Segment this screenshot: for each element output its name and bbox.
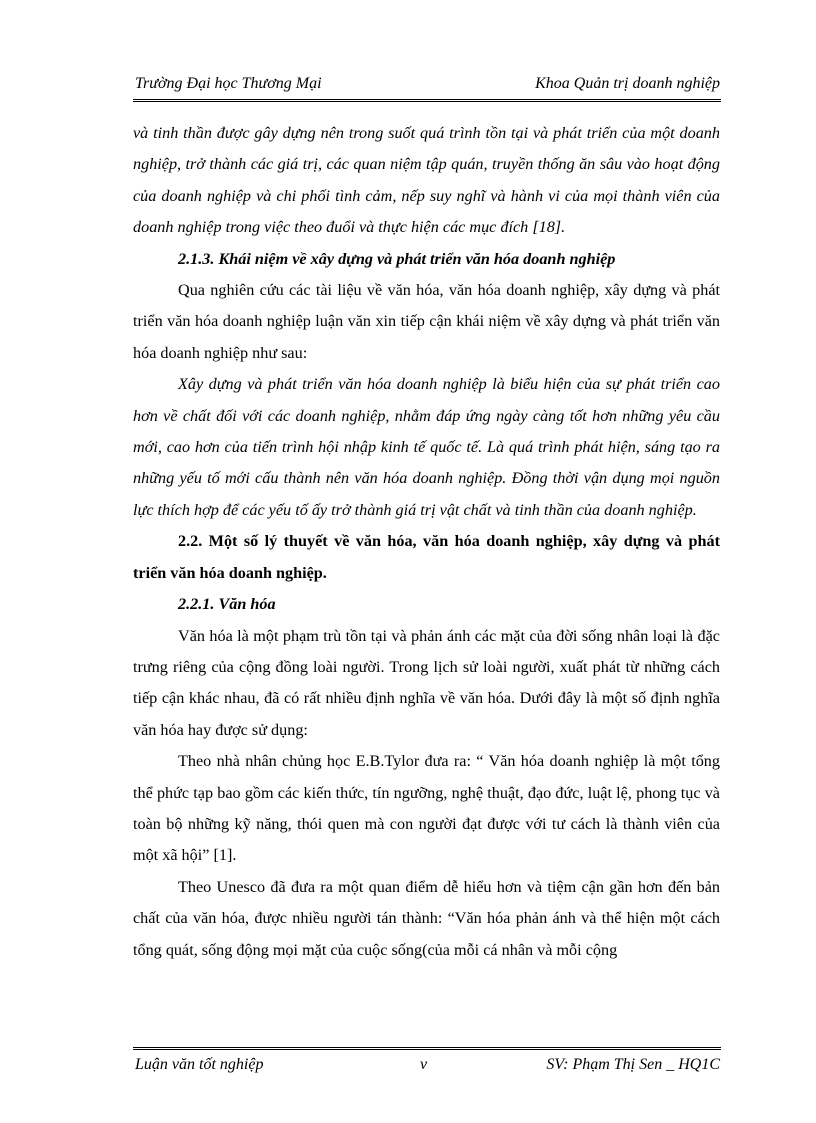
- paragraph-approach: Qua nghiên cứu các tài liệu về văn hóa, văn hóa doanh nghiệp, xây dựng và phát triển văn hóa doanh nghiệp luận văn xin tiếp cận khái niệm về xây dựng và phát triển văn hóa doanh nghiệp như sau:: [133, 281, 720, 362]
- heading-2-1-3: 2.1.3. Khái niệm về xây dựng và phát triển văn hóa doanh nghiệp: [178, 249, 616, 268]
- paragraph-definition: Xây dựng và phát triển văn hóa doanh nghiệp là biểu hiện của sự phát triển cao hơn về chất đối với các doanh nghiệp, nhằm đáp ứng ngày càng tốt hơn những yêu cầu mới, cao hơn của tiến trình hội nhập kinh tế quốc tế. Là quá trình phát hiện, sáng tạo ra những yếu tố mới cấu thành nên văn hóa doanh nghiệp. Đồng thời vận dụng mọi nguồn lực thích hợp để các yếu tố ấy trở thành giá trị vật chất và tinh thần của doanh nghiệp.: [133, 375, 720, 519]
- paragraph-continued: và tinh thần được gây dựng nên trong suốt quá trình tồn tại và phát triển của một doanh nghiệp, trở thành các giá trị, các quan niệm tập quán, truyền thống ăn sâu vào hoạt động của doanh nghiệp và chi phối tình cảm, nếp suy nghĩ và hành vi của mọi thành viên của doanh nghiệp trong việc theo đuổi và thực hiện các mục đích [18].: [133, 124, 720, 237]
- header-school: Trường Đại học Thương Mại: [135, 75, 322, 92]
- header-faculty: Khoa Quản trị doanh nghiệp: [535, 75, 720, 92]
- footer-title: Luận văn tốt nghiệp: [135, 1056, 264, 1073]
- paragraph-culture: Văn hóa là một phạm trù tồn tại và phản ánh các mặt của đời sống nhân loại là đặc trưng riêng của cộng đồng loài người. Trong lịch sử loài người, xuất phát từ những cách tiếp cận khác nhau, đã có rất nhiều định nghĩa về văn hóa. Dưới đây là một số định nghĩa văn hóa hay được sử dụng:: [133, 626, 720, 739]
- paragraph-unesco: Theo Unesco đã đưa ra một quan điểm dễ hiểu hơn và tiệm cận gần hơn đến bản chất của văn hóa, được nhiều người tán thành: “Văn hóa phản ánh và thể hiện một cách tổng quát, sống động mọi mặt của cuộc sống(của mỗi cá nhân và mỗi cộng: [133, 877, 720, 959]
- heading-2-2-1: 2.2.1. Văn hóa: [178, 595, 276, 614]
- page-header: [135, 74, 720, 94]
- footer-student: SV: Phạm Thị Sen _ HQ1C: [546, 1056, 720, 1073]
- header-rule: [133, 99, 721, 102]
- heading-2-2: 2.2. Một số lý thuyết về văn hóa, văn hóa doanh nghiệp, xây dựng và phát triển văn hóa doanh nghiệp.: [133, 532, 720, 582]
- page-number: v: [420, 1056, 428, 1073]
- paragraph-tylor: Theo nhà nhân chủng học E.B.Tylor đưa ra: “ Văn hóa doanh nghiệp là một tổng thể phức tạp bao gồm các kiến thức, tín ngưỡng, nghệ thuật, đạo đức, luật lệ, phong tục và toàn bộ những kỹ năng, thói quen mà con người đạt được với tư cách là thành viên của một xã hội” [1].: [133, 752, 720, 865]
- footer-rule: [133, 1047, 721, 1050]
- document-body: [133, 118, 720, 966]
